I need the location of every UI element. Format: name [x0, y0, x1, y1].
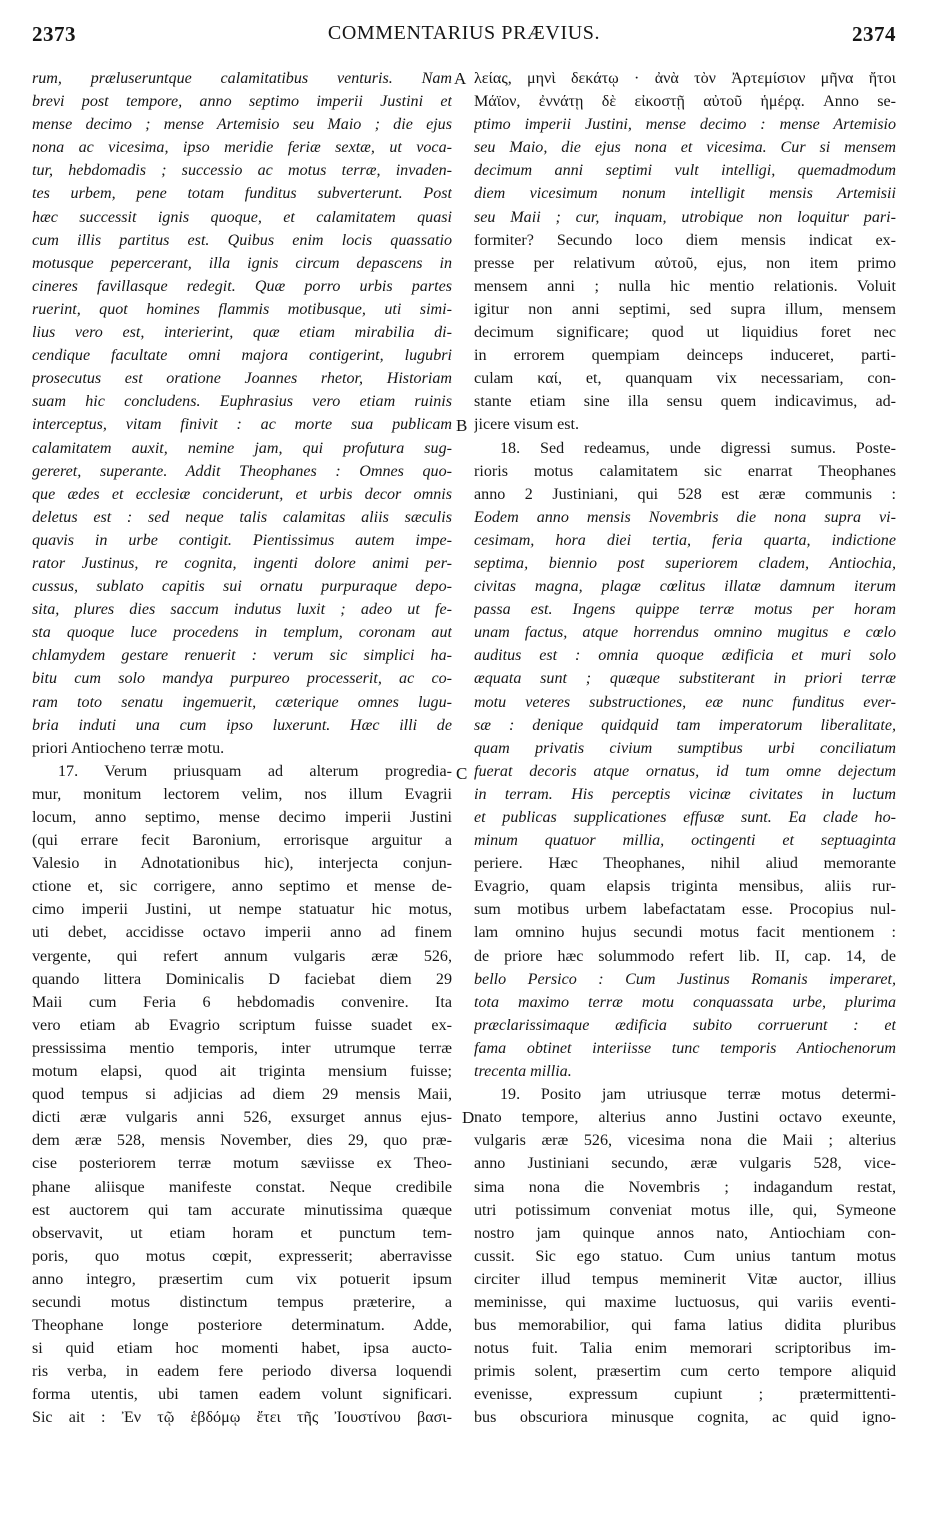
left-column-line: uti debet, accidisse octavo imperii anno ad finem: [32, 924, 452, 942]
right-column-line: decimum significare; quod ut liquidius foret nec: [474, 324, 896, 342]
right-column-line: mensem anni ; nulla hic mentio relationis. Voluit: [474, 277, 896, 295]
right-text-column: [474, 67, 896, 1430]
left-column-line: ctione et, sic corrigere, anno septimo et mense de-: [32, 878, 452, 896]
right-column-line: cussit. Sic ego statuo. Cum unius tantum motus: [474, 1247, 896, 1265]
right-column-line: circiter illud tempus meminerit Vitæ auctor, illius: [474, 1270, 896, 1288]
right-column-line: quam privatis civium sumptibus urbi conciliatum: [474, 739, 896, 757]
right-column-line: meminisse, qui maxime luctuosus, qui variis eventi-: [474, 1293, 896, 1311]
left-column-line: brevi post tempore, anno septimo imperii Justini et: [32, 93, 452, 111]
right-column-line: jicere visum est.: [474, 416, 580, 434]
left-column-line: gereret, superante. Addit Theophanes : Omnes quo-: [32, 462, 452, 480]
left-column-line: (qui errare fecit Baronium, errorisque arguitur a: [32, 832, 452, 850]
left-column-line: dicti æræ vulgaris anni 526, exsurget annus ejus-: [32, 1109, 452, 1127]
right-column-line: Μάϊον, ἐννάτῃ δὲ εἰκοστῇ αὐτοῦ ἡμέρᾳ. Anno se-: [474, 93, 896, 111]
right-column-line: 18. Sed redeamus, unde digressi sumus. Poste-: [500, 439, 896, 457]
right-column-line: sæ : denique quidquid tam imperatorum liberalitate,: [474, 716, 896, 734]
right-column-line: auditus est : omnia quoque ædificia et muri solo: [474, 647, 896, 665]
right-column-line: rioris motus calamitatem sic enarrat Theophanes: [474, 462, 896, 480]
left-column-line: quavis in urbe contigit. Pientissimus autem impe-: [32, 531, 452, 549]
left-column-line: sita, plures dies saccum indutus luxit ; adeo ut fe-: [32, 601, 452, 619]
right-column-line: civitas magna, plagæ cœlitus illatæ damnum iterum: [474, 578, 896, 596]
right-column-line: nostro jam quinque annos nato, Antiochiam con-: [474, 1224, 896, 1242]
margin-marker-a: A: [454, 69, 467, 88]
left-column-line: Theophane longe posteriore determinatum. Adde,: [32, 1317, 452, 1335]
right-column-line: Eodem anno mensis Novembris die nona supra vi-: [474, 508, 896, 526]
left-column-line: pressissima mentio temporis, inter utrumque terræ: [32, 1039, 452, 1057]
left-column-line: Sic ait : Ἐν τῷ ἑβδόμῳ ἔτει τῆς Ἰουστίνου βασι-: [32, 1409, 452, 1427]
left-column-line: cussus, sublato capitis sui ornatu purpuraque depo-: [32, 578, 452, 596]
left-column-line: dem æræ 528, mensis November, dies 29, quo præ-: [32, 1132, 452, 1150]
left-column-line: calamitatem auxit, nemine jam, qui profutura sug-: [32, 439, 452, 457]
left-column-line: observavit, ut etiam horam et punctum tem-: [32, 1224, 452, 1242]
right-column-line: nato tempore, alterius anno Justini octavo exeunte,: [474, 1109, 896, 1127]
left-column-line: prosecutus est oratione Joannes rhetor, Historiam: [32, 370, 452, 388]
right-column-line: fuerat decoris atque ornatus, id tum omne dejectum: [474, 762, 896, 780]
right-column-line: primis solent, præsertim cum certo tempore aliquid: [474, 1363, 896, 1381]
right-column-line: passa est. Ingens quippe terræ motus per horam: [474, 601, 896, 619]
left-column-line: est auctorem qui tam accurate minutissima quæque: [32, 1201, 452, 1219]
right-column-line: 19. Posito jam utriusque terræ motus determi-: [500, 1086, 896, 1104]
right-column-line: λείας, μηνὶ δεκάτῳ · ἀνὰ τὸν Ἀρτεμίσιον μῆνα ἤτοι: [474, 70, 896, 87]
right-column-line: sima nona die Novembris ; indagandum restat,: [474, 1178, 896, 1196]
left-column-line: vergente, qui refert annum vulgaris æræ 526,: [32, 947, 452, 965]
right-column-line: septima, biennio post superiorem cladem, Antiochia,: [474, 554, 896, 572]
left-column-line: cum illis partitus est. Quibus enim locis quassatio: [32, 231, 452, 249]
left-column-line: ris verba, in eadem fere periodo diversa loquendi: [32, 1363, 452, 1381]
left-column-line: tur, hebdomadis ; successio ac motus terræ, invaden-: [32, 162, 452, 180]
left-column-line: rum, præluseruntque calamitatibus venturis. Nam: [32, 70, 452, 87]
left-column-line: nona ac vicesima, ipso meridie feriæ sextæ, ut voca-: [32, 139, 452, 157]
left-column-line: motum elapsi, quod ait triginta mensium fuisse;: [32, 1063, 452, 1081]
right-column-line: lam omnino hujus secundi motus facit mentionem :: [474, 924, 896, 942]
left-column-line: vero etiam ab Evagrio scriptum fuisse suadet ex-: [32, 1016, 452, 1034]
right-column-line: præclarissimaque ædificia subito corruerunt : et: [474, 1016, 896, 1034]
right-column-line: trecenta millia.: [474, 1063, 572, 1081]
right-column-line: ptimo imperii Justini, mense decimo : mense Artemisio: [474, 116, 896, 134]
right-column-line: notus fuit. Talia enim memorari scriptoribus im-: [474, 1340, 896, 1358]
left-column-line: anno integro, præsertim cum vix potuerit ipsum: [32, 1270, 452, 1288]
right-column-line: motu veteres substructiones, eæ nunc funditus ever-: [474, 693, 896, 711]
left-column-line: deletus est : sed neque talis calamitas aliis sæculis: [32, 508, 452, 526]
right-column-line: Evagrio, quam elapsis triginta mensibus, aliis rur-: [474, 878, 896, 896]
left-column-line: hæc successit ignis quoque, et calamitatem quasi: [32, 208, 452, 226]
margin-marker-b: B: [456, 416, 468, 435]
left-column-line: ram toto senatu ingemuerit, cæterique omnes lugu-: [32, 693, 452, 711]
right-column-line: periere. Hæc Theophanes, nihil aliud memorante: [474, 855, 896, 873]
left-column-line: quando littera Dominicalis D faciebat diem 29: [32, 970, 452, 988]
left-column-line: rator Justinus, re cognita, ingenti dolore animi per-: [32, 554, 452, 572]
left-text-column: [32, 67, 452, 1430]
right-column-line: in errorem quempiam deinceps induceret, parti-: [474, 347, 896, 365]
right-column-line: stante etiam sine illa sensu quem indicavimus, ad-: [474, 393, 896, 411]
page-number-left: 2373: [32, 22, 76, 46]
right-column-line: igitur non anni septimi, sed supra illum, mensem: [474, 300, 896, 318]
left-column-line: priori Antiocheno terræ motu.: [32, 739, 225, 757]
left-column-line: Valesio in Adnotationibus hic), interjecta conjun-: [32, 855, 452, 873]
right-column-line: æquata sunt ; quæque substiterant in priori terræ: [474, 670, 896, 688]
right-column-line: presse per relativum αὐτοῦ, ejus, non item primo: [474, 254, 896, 272]
left-column-line: que ædes et ecclesiæ conciderunt, et urbis decor omnis: [32, 485, 452, 503]
right-column-line: utri potissimum conveniat motus ille, qui, Symeone: [474, 1201, 896, 1219]
left-column-line: tes urbem, pene totam funditus subverterunt. Post: [32, 185, 452, 203]
right-column-line: cesimam, hora diei tertia, feria quarta, indictione: [474, 531, 896, 549]
page-header: [32, 22, 896, 50]
right-column-line: evenisse, expressum cupiunt ; prætermittenti-: [474, 1386, 896, 1404]
left-column-line: motusque pepercerant, illa ignis circum depascens in: [32, 254, 452, 272]
left-column-line: bitu cum solo mandya purpureo processerit, ac co-: [32, 670, 452, 688]
left-column-line: suam hic concludens. Euphrasius vero etiam ruinis: [32, 393, 452, 411]
left-column-line: sta quoque luce procedens in templum, coronam aut: [32, 624, 452, 642]
left-column-line: cendique facultate omni majora contigerint, lugubri: [32, 347, 452, 365]
running-title: COMMENTARIUS PRÆVIUS.: [327, 22, 601, 44]
right-column-line: formiter? Secundo loco diem mensis indicat ex-: [474, 231, 896, 249]
right-column-line: bus memorabilior, qui fama latius didita pluribus: [474, 1317, 896, 1335]
left-column-line: cineres favillasque redegit. Quæ porro urbis partes: [32, 277, 452, 295]
right-column-line: minum quatuor millia, octingenti et septuaginta: [474, 832, 896, 850]
right-column-line: in terram. His perceptis vicinæ civitates in luctum: [474, 785, 896, 803]
left-column-line: mur, monitum lectorem velim, nos illum Evagrii: [32, 785, 452, 803]
right-column-line: vulgaris æræ 526, vicesima nona die Maii ; alterius: [474, 1132, 896, 1150]
right-column-line: anno 2 Justiniani, qui 528 est æræ communis :: [474, 485, 896, 503]
right-column-line: et publicas supplicationes effusæ sunt. Ea clade ho-: [474, 809, 896, 826]
right-column-line: unam factus, atque horrendus omnino mugitus e cœlo: [474, 624, 896, 642]
left-column-line: bria induti una cum ipso luxerunt. Hæc illi de: [32, 716, 452, 734]
left-column-line: phane aliisque manifeste constat. Neque credibile: [32, 1178, 452, 1196]
right-column-line: sum motibus urbem labefactatam esse. Procopius nul-: [474, 901, 896, 919]
left-column-line: cimo imperii Justini, ut nempe statuatur hic motus,: [32, 901, 452, 919]
left-column-line: forma utentis, ubi tamen eadem volunt significari.: [32, 1386, 452, 1404]
margin-marker-d: D: [462, 1108, 475, 1127]
right-column-line: fama obtinet interiisse tunc temporis Antiochenorum: [474, 1039, 896, 1057]
right-column-line: bello Persico : Cum Justinus Romanis imperaret,: [474, 970, 896, 988]
right-column-line: culam καί, et, quanquam vix necessariam, con-: [474, 370, 896, 388]
left-column-line: poris, quo motus cœpit, expresserit; aberravisse: [32, 1247, 452, 1265]
left-column-line: lius vero est, interierint, quæ etiam mirabilia di-: [32, 324, 452, 342]
left-column-line: si quid etiam hoc momenti habet, ipsa aucto-: [32, 1340, 452, 1358]
right-column-line: de priore hæc solummodo refert lib. II, cap. 14, de: [474, 947, 896, 965]
left-column-line: Maii cum Feria 6 hebdomadis convenire. Ita: [32, 993, 452, 1011]
right-column-line: anno Justiniani secundo, æræ vulgaris 528, vice-: [474, 1155, 896, 1173]
right-column-line: tota maximo terræ motu conquassata urbe, plurima: [474, 993, 896, 1011]
left-column-line: interceptus, vitam finivit : ac morte sua publicam: [32, 416, 452, 434]
left-column-line: chlamydem gestare renuerit : verum sic simplici ha-: [32, 647, 452, 665]
right-column-line: diem vicesimum nonum intelligit mensis Artemisii: [474, 185, 896, 203]
left-column-line: cise posteriorem terræ motum sæviisse ex Theo-: [32, 1155, 452, 1173]
right-column-line: decimum anni septimi vult intelligi, quemadmodum: [474, 162, 896, 180]
left-column-line: mense decimo ; mense Artemisio seu Maio ; die ejus: [32, 116, 452, 134]
margin-marker-c: C: [456, 764, 468, 783]
right-column-line: seu Maii ; cur, inquam, utrobique non loquitur pari-: [474, 208, 896, 226]
left-column-line: ruerint, quot homines flammis motibusque, uti simi-: [32, 300, 452, 318]
left-column-line: secundi motus distinctum tempus præterire, a: [32, 1293, 452, 1311]
page-number-right: 2374: [852, 22, 896, 46]
right-column-line: seu Maio, die ejus nona et vicesima. Cur si mensem: [474, 139, 896, 157]
left-column-line: quod tempus si adjicias ad diem 29 mensis Maii,: [32, 1086, 452, 1104]
right-column-line: bus obscuriora minusque cognita, ac quid igno-: [474, 1409, 896, 1427]
left-column-line: 17. Verum priusquam ad alterum progredia-: [58, 762, 452, 780]
left-column-line: locum, anno septimo, mense decimo imperii Justini: [32, 809, 452, 826]
